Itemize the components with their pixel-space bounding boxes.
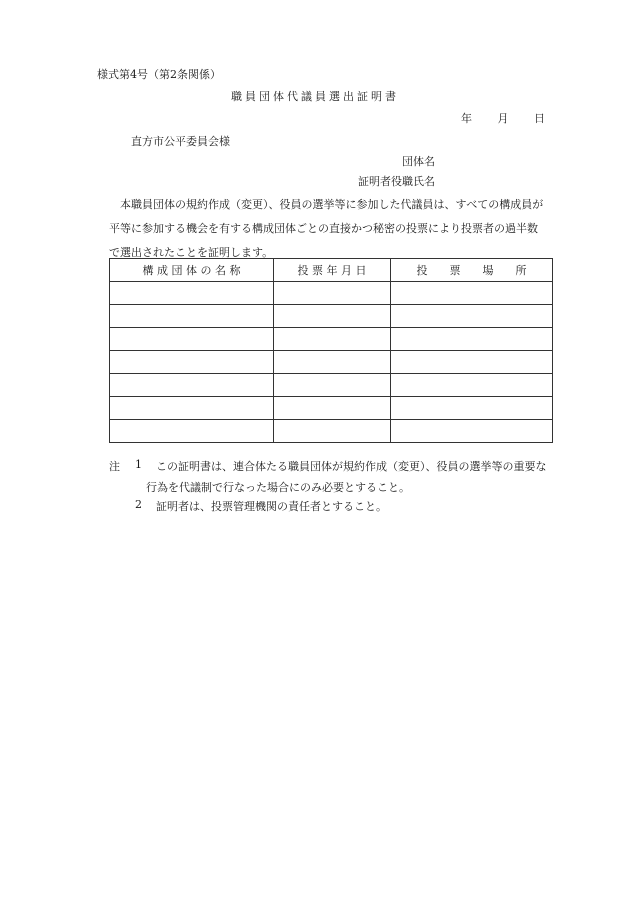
table-cell (391, 328, 553, 351)
table-cell (274, 420, 391, 443)
header-vote-place: 投 票 場 所 (391, 259, 553, 282)
vote-table (109, 258, 553, 443)
table-row (110, 374, 553, 397)
table-row (110, 328, 553, 351)
note-2-number: 2 (135, 498, 142, 511)
certifier-label: 証明者役職氏名 (358, 175, 435, 188)
note-2-line-1: 証明者は、投票管理機関の責任者とすること。 (156, 500, 387, 513)
table-header-row (110, 259, 553, 282)
date-line (461, 110, 567, 126)
table-row (110, 282, 553, 305)
table-cell (274, 374, 391, 397)
table-cell (110, 305, 274, 328)
note-1-line-1: この証明書は、連合体たる職員団体が規約作成（変更）、役員の選挙等の重要な (156, 460, 547, 473)
table-cell (391, 420, 553, 443)
body-paragraph (109, 193, 575, 265)
table-row (110, 351, 553, 374)
table-cell (391, 282, 553, 305)
addressee: 直方市公平委員会様 (131, 135, 230, 148)
body-line-1: 本職員団体の規約作成（変更）、役員の選挙等に参加した代議員は、すべての構成員が (120, 198, 544, 211)
table-cell (110, 351, 274, 374)
body-line-2: 平等に参加する機会を有する構成団体ごとの直接かつ秘密の投票により投票者の過半数 (109, 222, 538, 235)
date-day: 日 (534, 112, 545, 125)
table-cell (110, 374, 274, 397)
table-cell (274, 351, 391, 374)
org-name-label: 団体名 (402, 155, 435, 168)
document-title: 職員団体代議員選出証明書 (231, 90, 399, 103)
header-vote-date: 投 票 年 月 日 (274, 259, 391, 282)
form-number: 様式第4号（第2条関係） (97, 68, 221, 81)
table-cell (391, 351, 553, 374)
note-mark: 注 (109, 460, 120, 473)
table-cell (110, 420, 274, 443)
table-cell (110, 328, 274, 351)
table-cell (274, 328, 391, 351)
table-cell (110, 282, 274, 305)
table-cell (391, 397, 553, 420)
table-row (110, 420, 553, 443)
date-year: 年 (461, 112, 472, 125)
table-cell (274, 305, 391, 328)
note-1-line-2: 行為を代議制で行なった場合にのみ必要とすること。 (146, 481, 410, 494)
table-cell (391, 305, 553, 328)
note-1-number: 1 (135, 458, 142, 471)
body-line-3: で選出されたことを証明します。 (109, 246, 274, 259)
header-group-name: 構 成 団 体 の 名 称 (110, 259, 274, 282)
table-cell (110, 397, 274, 420)
table-row (110, 397, 553, 420)
table-cell (391, 374, 553, 397)
table-cell (274, 397, 391, 420)
table-cell (274, 282, 391, 305)
table-row (110, 305, 553, 328)
date-month: 月 (497, 112, 509, 125)
